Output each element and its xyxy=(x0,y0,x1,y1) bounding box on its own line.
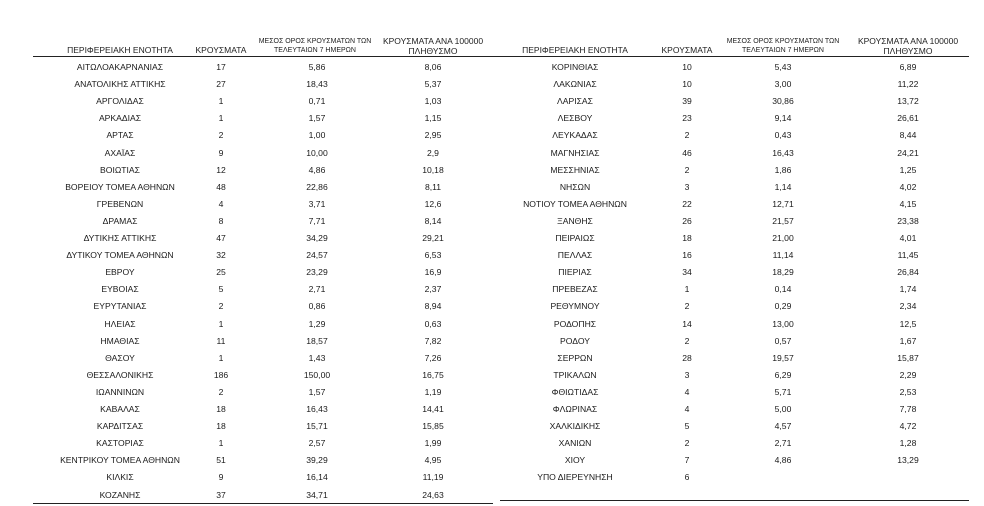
right-cell-cases: 22 xyxy=(682,198,692,209)
right-cell-region: ΣΕΡΡΩΝ xyxy=(557,352,593,363)
right-cell-per100k: 1,74 xyxy=(899,284,917,295)
right-cell-per100k: 26,61 xyxy=(897,113,919,124)
left-cell-region: ΔΥΤΙΚΟΥ ΤΟΜΕΑ ΑΘΗΝΩΝ xyxy=(66,250,174,261)
right-cell-per100k: 2,34 xyxy=(899,301,917,312)
left-cell-per100k: 16,75 xyxy=(422,369,444,380)
right-cell-avg7: 0,57 xyxy=(774,335,792,346)
left-cell-cases: 186 xyxy=(213,369,229,380)
left-cell-region: ΚΑΒΑΛΑΣ xyxy=(100,404,140,414)
right-cell-avg7: 16,43 xyxy=(772,147,794,158)
left-header-per100k-line2: ΠΛΗΘΥΣΜΟ xyxy=(408,46,458,56)
right-cell-avg7: 30,86 xyxy=(772,96,794,107)
left-cell-avg7: 1,43 xyxy=(308,352,326,363)
right-cell-cases: 3 xyxy=(684,369,690,380)
right-cell-avg7: 4,86 xyxy=(774,455,792,466)
right-table-row xyxy=(0,334,984,351)
left-cell-cases: 9 xyxy=(218,147,224,158)
right-table-row xyxy=(0,317,984,334)
left-cell-region: ΕΒΡΟΥ xyxy=(105,267,135,278)
right-cell-per100k: 13,29 xyxy=(897,455,919,466)
right-table-row xyxy=(0,351,984,368)
right-table-row xyxy=(0,470,984,487)
right-cell-cases: 28 xyxy=(682,352,692,363)
left-cell-avg7: 2,71 xyxy=(308,284,326,295)
left-cell-cases: 1 xyxy=(218,318,224,329)
right-cell-per100k: 1,25 xyxy=(899,164,917,175)
right-cell-cases: 39 xyxy=(682,96,692,107)
right-header-region: ΠΕΡΙΦΕΡΕΙΑΚΗ ΕΝΟΤΗΤΑ xyxy=(522,45,628,55)
right-cell-per100k: 13,72 xyxy=(897,96,919,107)
right-table-row xyxy=(0,163,984,180)
right-cell-cases: 1 xyxy=(684,284,690,295)
left-cell-region: ΑΧΑΪΑΣ xyxy=(104,147,136,158)
right-cell-region: ΛΕΣΒΟΥ xyxy=(557,113,593,124)
right-cell-per100k: 4,72 xyxy=(899,421,917,432)
right-cell-region: ΡΟΔΟΠΗΣ xyxy=(553,318,597,329)
left-cell-avg7: 0,86 xyxy=(308,301,326,312)
left-cell-per100k: 1,03 xyxy=(424,96,442,107)
left-cell-avg7: 34,29 xyxy=(306,233,328,243)
left-cell-per100k: 12,6 xyxy=(424,198,442,209)
left-cell-per100k: 0,63 xyxy=(424,318,442,329)
left-header-avg7 xyxy=(250,38,380,55)
right-table-row xyxy=(0,94,984,111)
left-cell-region: ΚΟΖΑΝΗΣ xyxy=(99,489,141,500)
left-cell-avg7: 0,71 xyxy=(308,96,326,107)
left-cell-region: ΚΑΣΤΟΡΙΑΣ xyxy=(96,438,144,449)
left-cell-cases: 1 xyxy=(218,96,224,107)
left-cell-cases: 8 xyxy=(218,215,224,226)
right-cell-region: ΝΟΤΙΟΥ ΤΟΜΕΑ ΑΘΗΝΩΝ xyxy=(523,198,627,209)
left-cell-avg7: 4,86 xyxy=(308,164,326,175)
right-cell-avg7: 21,00 xyxy=(772,233,794,243)
left-cell-region: ΒΟΙΩΤΙΑΣ xyxy=(100,164,140,175)
right-cell-avg7: 21,57 xyxy=(772,215,794,226)
right-cell-region: ΛΑΡΙΣΑΣ xyxy=(557,96,593,107)
left-cell-cases: 2 xyxy=(218,386,224,397)
left-cell-per100k: 16,9 xyxy=(424,267,442,278)
left-cell-cases: 1 xyxy=(218,352,224,363)
right-cell-region: ΤΡΙΚΑΛΩΝ xyxy=(553,369,597,380)
right-table-row xyxy=(0,111,984,128)
left-header-per100k xyxy=(373,36,493,56)
left-cell-avg7: 16,14 xyxy=(306,472,328,483)
left-cell-region: ΚΕΝΤΡΙΚΟΥ ΤΟΜΕΑ ΑΘΗΝΩΝ xyxy=(60,455,180,466)
right-cell-cases: 2 xyxy=(684,130,690,141)
right-cell-region: ΡΟΔΟΥ xyxy=(560,335,590,346)
right-cell-region: ΧΑΛΚΙΔΙΚΗΣ xyxy=(549,421,601,432)
right-cell-region: ΠΕΛΛΑΣ xyxy=(557,250,593,261)
right-cell-per100k: 15,87 xyxy=(897,352,919,363)
left-cell-cases: 9 xyxy=(218,472,224,483)
right-table-row xyxy=(0,197,984,214)
left-cell-region: ΘΑΣΟΥ xyxy=(105,352,135,363)
right-cell-cases: 18 xyxy=(682,233,692,243)
right-cell-cases: 34 xyxy=(682,267,692,278)
right-cell-region: ΦΘΙΩΤΙΔΑΣ xyxy=(551,386,599,397)
right-cell-cases: 16 xyxy=(682,250,692,261)
right-table-row xyxy=(0,453,984,470)
right-cell-cases: 2 xyxy=(684,164,690,175)
right-table-row xyxy=(0,385,984,402)
left-cell-cases: 25 xyxy=(216,267,226,278)
left-cell-avg7: 15,71 xyxy=(306,421,328,432)
right-cell-avg7: 1,14 xyxy=(774,181,792,192)
right-cell-avg7: 12,71 xyxy=(772,198,794,209)
right-cell-region: ΡΕΘΥΜΝΟΥ xyxy=(550,301,600,312)
right-cell-region: ΛΕΥΚΑΔΑΣ xyxy=(552,130,598,141)
left-header-per100k-line1: ΚΡΟΥΣΜΑΤΑ ΑΝΑ 100000 xyxy=(382,36,484,46)
left-header-avg7-line1: ΜΕΣΟΣ ΟΡΟΣ ΚΡΟΥΣΜΑΤΩΝ ΤΩΝ xyxy=(258,38,372,45)
left-cell-per100k: 14,41 xyxy=(422,404,444,414)
left-cell-avg7: 23,29 xyxy=(306,267,328,278)
right-cell-per100k: 4,02 xyxy=(899,181,917,192)
left-cell-avg7: 1,29 xyxy=(308,318,326,329)
right-cell-per100k: 11,22 xyxy=(897,79,919,90)
left-cell-region: ΑΡΚΑΔΙΑΣ xyxy=(98,113,142,124)
right-cell-avg7: 3,00 xyxy=(774,79,792,90)
right-cell-region: ΠΕΙΡΑΙΩΣ xyxy=(555,233,595,243)
right-table-row xyxy=(0,368,984,385)
right-cell-cases: 4 xyxy=(684,386,690,397)
left-cell-cases: 17 xyxy=(216,62,226,72)
left-cell-region: ΚΑΡΔΙΤΣΑΣ xyxy=(96,421,144,432)
left-cell-per100k: 4,95 xyxy=(424,455,442,466)
left-cell-region: ΚΙΛΚΙΣ xyxy=(106,472,134,483)
right-cell-per100k: 11,45 xyxy=(897,250,919,261)
left-cell-cases: 2 xyxy=(218,130,224,141)
left-cell-per100k: 8,11 xyxy=(424,181,442,192)
right-cell-avg7: 9,14 xyxy=(774,113,792,124)
right-table-row xyxy=(0,180,984,197)
left-cell-per100k: 7,26 xyxy=(424,352,442,363)
left-cell-region: ΔΡΑΜΑΣ xyxy=(102,215,138,226)
right-cell-cases: 46 xyxy=(682,147,692,158)
right-table-row xyxy=(0,299,984,316)
left-cell-per100k: 5,37 xyxy=(424,79,442,90)
left-cell-per100k: 7,82 xyxy=(424,335,442,346)
left-cell-avg7: 7,71 xyxy=(308,215,326,226)
left-cell-per100k: 2,9 xyxy=(427,147,439,158)
right-cell-avg7: 0,43 xyxy=(774,130,792,141)
left-cell-per100k: 2,95 xyxy=(424,130,442,141)
right-cell-cases: 10 xyxy=(682,79,692,90)
right-cell-per100k: 4,15 xyxy=(899,198,917,209)
left-cell-cases: 27 xyxy=(216,79,226,90)
left-cell-cases: 51 xyxy=(216,455,226,466)
right-cell-cases: 2 xyxy=(684,301,690,312)
right-cell-avg7: 5,71 xyxy=(774,386,792,397)
right-cell-avg7: 2,71 xyxy=(774,438,792,449)
right-cell-avg7: 11,14 xyxy=(772,250,794,261)
left-cell-region: ΗΛΕΙΑΣ xyxy=(104,318,136,329)
left-table-row xyxy=(0,488,984,505)
right-cell-region: ΜΑΓΝΗΣΙΑΣ xyxy=(550,147,600,158)
left-cell-cases: 11 xyxy=(216,335,226,346)
right-cell-cases: 4 xyxy=(684,404,690,414)
left-cell-cases: 12 xyxy=(216,164,226,175)
left-cell-region: ΑΡΤΑΣ xyxy=(106,130,134,141)
right-header-avg7-line2: ΤΕΛΕΥΤΑΙΩΝ 7 ΗΜΕΡΩΝ xyxy=(742,46,824,54)
right-header-per100k-line1: ΚΡΟΥΣΜΑΤΑ ΑΝΑ 100000 xyxy=(857,36,959,46)
left-cell-per100k: 10,18 xyxy=(422,164,444,175)
left-cell-region: ΕΥΡΥΤΑΝΙΑΣ xyxy=(93,301,147,312)
left-cell-region: ΔΥΤΙΚΗΣ ΑΤΤΙΚΗΣ xyxy=(83,233,157,243)
right-cell-per100k: 26,84 xyxy=(897,267,919,278)
right-table-row xyxy=(0,419,984,436)
left-cell-avg7: 2,57 xyxy=(308,438,326,449)
left-cell-per100k: 1,19 xyxy=(424,386,442,397)
right-cell-avg7: 0,14 xyxy=(774,284,792,295)
right-cell-region: ΠΙΕΡΙΑΣ xyxy=(558,267,592,278)
left-cell-region: ΒΟΡΕΙΟΥ ΤΟΜΕΑ ΑΘΗΝΩΝ xyxy=(65,181,175,192)
left-cell-avg7: 1,57 xyxy=(308,113,326,124)
right-table-row xyxy=(0,231,984,248)
right-table-row xyxy=(0,248,984,265)
right-cell-region: ΠΡΕΒΕΖΑΣ xyxy=(552,284,598,295)
left-cell-per100k: 8,06 xyxy=(424,62,442,72)
left-cell-region: ΘΕΣΣΑΛΟΝΙΚΗΣ xyxy=(86,369,154,380)
left-header-avg7-line2: ΤΕΛΕΥΤΑΙΩΝ 7 ΗΜΕΡΩΝ xyxy=(274,46,356,54)
left-cell-region: ΑΡΓΟΛΙΔΑΣ xyxy=(96,96,144,107)
right-cell-per100k: 6,89 xyxy=(899,62,917,72)
right-cell-cases: 10 xyxy=(682,62,692,72)
right-cell-region: ΚΟΡΙΝΘΙΑΣ xyxy=(551,62,599,72)
left-cell-region: ΕΥΒΟΙΑΣ xyxy=(101,284,139,295)
right-cell-cases: 7 xyxy=(684,455,690,466)
left-cell-per100k: 29,21 xyxy=(422,233,444,243)
right-cell-per100k: 8,44 xyxy=(899,130,917,141)
left-cell-per100k: 1,15 xyxy=(424,113,442,124)
right-table-row xyxy=(0,436,984,453)
right-cell-avg7: 4,57 xyxy=(774,421,792,432)
left-cell-avg7: 16,43 xyxy=(306,404,328,414)
right-cell-avg7: 19,57 xyxy=(772,352,794,363)
left-cell-avg7: 150,00 xyxy=(303,369,331,380)
left-cell-cases: 1 xyxy=(218,438,224,449)
left-cell-cases: 37 xyxy=(216,489,226,500)
left-cell-per100k: 1,99 xyxy=(424,438,442,449)
left-cell-per100k: 11,19 xyxy=(422,472,444,483)
right-table-row xyxy=(0,146,984,163)
right-header-avg7 xyxy=(718,38,848,55)
right-table-row xyxy=(0,128,984,145)
right-cell-per100k: 4,01 xyxy=(899,233,917,243)
left-cell-avg7: 22,86 xyxy=(306,181,328,192)
right-table-row xyxy=(0,402,984,419)
right-cell-per100k: 23,38 xyxy=(897,215,919,226)
left-cell-avg7: 10,00 xyxy=(306,147,328,158)
left-cell-per100k: 24,63 xyxy=(422,489,444,500)
right-table-row xyxy=(0,77,984,94)
left-cell-per100k: 15,85 xyxy=(422,421,444,432)
right-cell-region: ΧΑΝΙΩΝ xyxy=(558,438,592,449)
right-cell-cases: 5 xyxy=(684,421,690,432)
left-cell-per100k: 2,37 xyxy=(424,284,442,295)
right-cell-avg7: 1,86 xyxy=(774,164,792,175)
right-cell-cases: 23 xyxy=(682,113,692,124)
right-cell-cases: 2 xyxy=(684,335,690,346)
right-cell-per100k: 1,28 xyxy=(899,438,917,449)
left-cell-avg7: 1,57 xyxy=(308,386,326,397)
right-header-avg7-line1: ΜΕΣΟΣ ΟΡΟΣ ΚΡΟΥΣΜΑΤΩΝ ΤΩΝ xyxy=(726,38,840,45)
left-cell-cases: 1 xyxy=(218,113,224,124)
right-header-per100k-line2: ΠΛΗΘΥΣΜΟ xyxy=(883,46,933,56)
right-cell-region: ΦΛΩΡΙΝΑΣ xyxy=(552,404,598,414)
right-table-row xyxy=(0,60,984,77)
left-cell-cases: 18 xyxy=(216,404,226,414)
right-table-row xyxy=(0,214,984,231)
left-cell-cases: 18 xyxy=(216,421,226,432)
right-cell-cases: 3 xyxy=(684,181,690,192)
right-cell-per100k: 7,78 xyxy=(899,404,917,414)
left-header-cases: ΚΡΟΥΣΜΑΤΑ xyxy=(195,45,247,55)
left-cell-per100k: 8,14 xyxy=(424,215,442,226)
left-cell-region: ΙΩΑΝΝΙΝΩΝ xyxy=(95,386,145,397)
right-cell-avg7: 5,43 xyxy=(774,62,792,72)
left-cell-cases: 5 xyxy=(218,284,224,295)
right-cell-per100k: 24,21 xyxy=(897,147,919,158)
right-cell-per100k: 12,5 xyxy=(899,318,917,329)
right-cell-region: ΧΙΟΥ xyxy=(564,455,586,466)
left-cell-avg7: 1,00 xyxy=(308,130,326,141)
left-header-region: ΠΕΡΙΦΕΡΕΙΑΚΗ ΕΝΟΤΗΤΑ xyxy=(67,45,173,55)
header-divider xyxy=(33,56,969,57)
left-cell-region: ΑΝΑΤΟΛΙΚΗΣ ΑΤΤΙΚΗΣ xyxy=(74,79,166,90)
right-header-per100k xyxy=(848,36,968,56)
right-cell-cases: 26 xyxy=(682,215,692,226)
right-cell-cases: 14 xyxy=(682,318,692,329)
left-cell-cases: 4 xyxy=(218,198,224,209)
right-cell-region: ΜΕΣΣΗΝΙΑΣ xyxy=(550,164,600,175)
left-cell-avg7: 24,57 xyxy=(306,250,328,261)
right-cell-region: ΛΑΚΩΝΙΑΣ xyxy=(553,79,597,90)
right-cell-avg7: 5,00 xyxy=(774,404,792,414)
left-cell-avg7: 34,71 xyxy=(306,489,328,500)
right-cell-region: ΥΠΟ ΔΙΕΡΕΥΝΗΣΗ xyxy=(537,472,613,483)
right-cell-per100k: 2,29 xyxy=(899,369,917,380)
left-cell-avg7: 18,43 xyxy=(306,79,328,90)
right-cell-cases: 2 xyxy=(684,438,690,449)
left-cell-avg7: 18,57 xyxy=(306,335,328,346)
right-cell-per100k: 1,67 xyxy=(899,335,917,346)
right-cell-cases: 6 xyxy=(684,472,690,483)
right-cell-avg7: 13,00 xyxy=(772,318,794,329)
right-cell-avg7: 6,29 xyxy=(774,369,792,380)
right-cell-avg7: 0,29 xyxy=(774,301,792,312)
right-table-row xyxy=(0,282,984,299)
left-cell-avg7: 3,71 xyxy=(308,198,326,209)
left-cell-per100k: 8,94 xyxy=(424,301,442,312)
left-cell-per100k: 6,53 xyxy=(424,250,442,261)
left-cell-region: ΓΡΕΒΕΝΩΝ xyxy=(96,198,144,209)
right-table-row xyxy=(0,265,984,282)
left-cell-avg7: 39,29 xyxy=(306,455,328,466)
left-cell-cases: 47 xyxy=(216,233,226,243)
left-cell-cases: 48 xyxy=(216,181,226,192)
left-cell-avg7: 5,86 xyxy=(308,62,326,72)
left-cell-region: ΗΜΑΘΙΑΣ xyxy=(100,335,140,346)
right-header-cases: ΚΡΟΥΣΜΑΤΑ xyxy=(661,45,713,55)
right-cell-avg7: 18,29 xyxy=(772,267,794,278)
right-cell-region: ΞΑΝΘΗΣ xyxy=(557,215,593,226)
left-cell-cases: 2 xyxy=(218,301,224,312)
right-cell-per100k: 2,53 xyxy=(899,386,917,397)
left-cell-region: ΑΙΤΩΛΟΑΚΑΡΝΑΝΙΑΣ xyxy=(76,62,164,72)
right-cell-region: ΝΗΣΩΝ xyxy=(559,181,591,192)
left-cell-cases: 32 xyxy=(216,250,226,261)
